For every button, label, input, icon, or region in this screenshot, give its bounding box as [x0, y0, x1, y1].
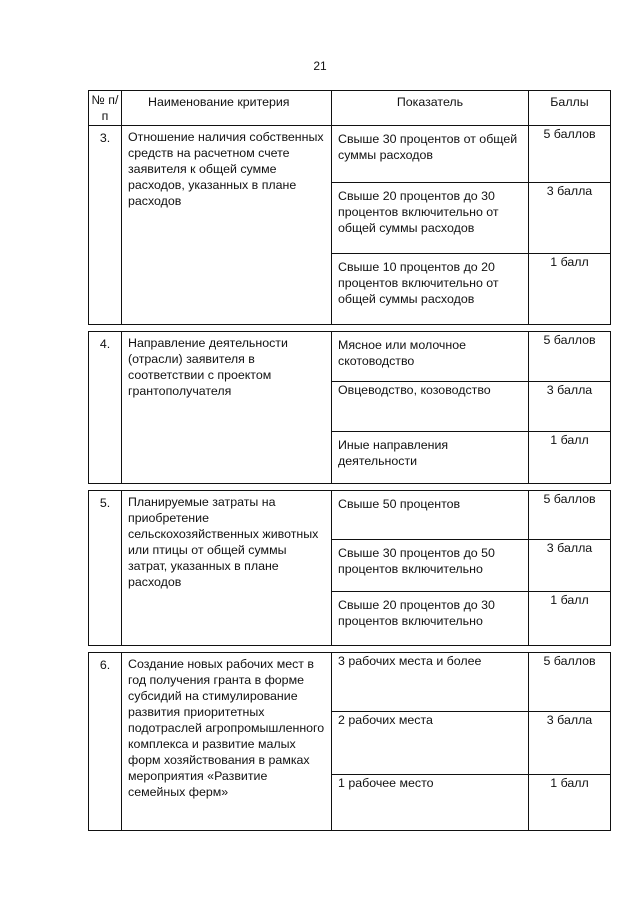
criterion-name: Планируемые затраты на приобретение сельскохозяйственных животных или птицы от общей суммы затрат, указанных в плане расходов — [122, 491, 332, 646]
table-header-row — [89, 91, 611, 126]
indicator-cell: Свыше 30 процентов до 50 процентов включительно — [332, 540, 529, 592]
criterion-number: 5. — [89, 491, 122, 646]
indicator-cell: 2 рабочих места — [332, 712, 529, 775]
indicator-cell: Свыше 20 процентов до 30 процентов включительно от общей суммы расходов — [332, 183, 529, 254]
header-indicator: Показатель — [332, 91, 529, 126]
table-row — [89, 653, 611, 712]
group-spacer — [89, 325, 611, 332]
criterion-number: 3. — [89, 126, 122, 325]
criterion-name: Направление деятельности (отрасли) заявителя в соответствии с проектом грантополучателя — [122, 332, 332, 484]
points-cell: 3 балла — [529, 712, 611, 775]
indicator-cell: Свыше 10 процентов до 20 процентов включительно от общей суммы расходов — [332, 254, 529, 325]
points-cell: 5 баллов — [529, 332, 611, 382]
points-cell: 1 балл — [529, 432, 611, 484]
criterion-name: Создание новых рабочих мест в год получения гранта в форме субсидий на стимулирование развития приоритетных подотраслей агропромышленного комплекса и развитие малых форм хозяйствования в рамках мероприятия «Развитие семейных ферм» — [122, 653, 332, 831]
indicator-cell: Свыше 30 процентов от общей суммы расходов — [332, 126, 529, 183]
page-number: 21 — [313, 59, 327, 73]
criterion-number: 6. — [89, 653, 122, 831]
points-cell: 5 баллов — [529, 653, 611, 712]
indicator-cell: Свыше 20 процентов до 30 процентов включительно — [332, 592, 529, 646]
points-cell: 3 балла — [529, 183, 611, 254]
points-cell: 1 балл — [529, 592, 611, 646]
table-row — [89, 332, 611, 382]
header-name: Наименование критерия — [122, 91, 332, 126]
criterion-number: 4. — [89, 332, 122, 484]
indicator-cell: Овцеводство, козоводство — [332, 382, 529, 432]
indicator-cell: Мясное или молочное скотоводство — [332, 332, 529, 382]
indicator-cell: 1 рабочее место — [332, 775, 529, 831]
header-num: № п/п — [89, 91, 122, 126]
points-cell: 1 балл — [529, 775, 611, 831]
table-row — [89, 491, 611, 540]
criteria-table — [88, 90, 611, 831]
points-cell: 5 баллов — [529, 126, 611, 183]
indicator-cell: Свыше 50 процентов — [332, 491, 529, 540]
indicator-cell: 3 рабочих места и более — [332, 653, 529, 712]
criterion-name: Отношение наличия собственных средств на расчетном счете заявителя к общей сумме расходов, указанных в плане расходов — [122, 126, 332, 325]
indicator-cell: Иные направления деятельности — [332, 432, 529, 484]
points-cell: 1 балл — [529, 254, 611, 325]
points-cell: 3 балла — [529, 382, 611, 432]
table-row — [89, 126, 611, 183]
group-spacer — [89, 646, 611, 653]
header-points: Баллы — [529, 91, 611, 126]
points-cell: 5 баллов — [529, 491, 611, 540]
points-cell: 3 балла — [529, 540, 611, 592]
group-spacer — [89, 484, 611, 491]
